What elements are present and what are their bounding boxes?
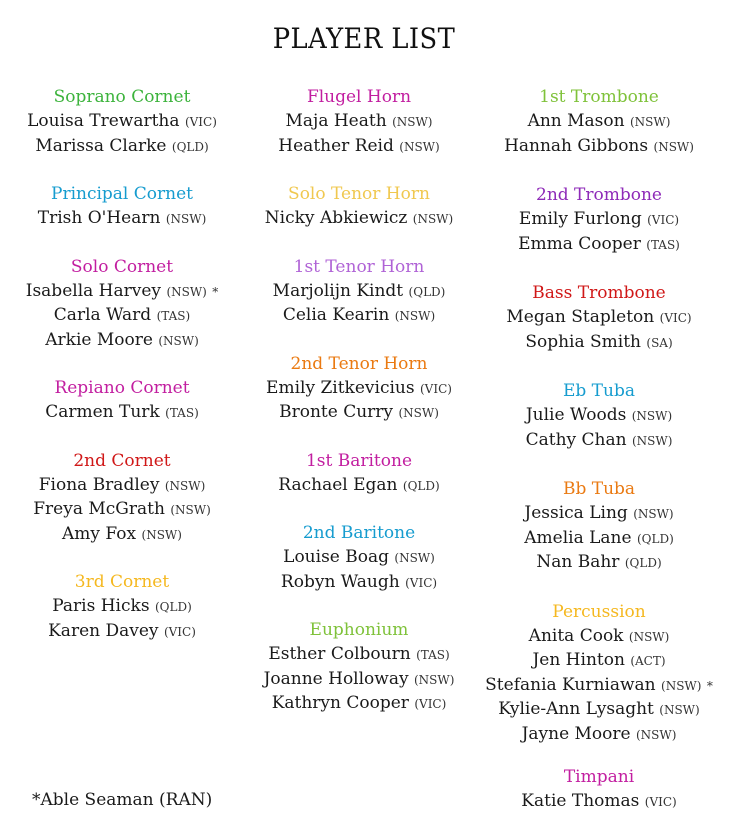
player-name: Carla Ward (53, 305, 152, 325)
section-timpani (474, 765, 724, 814)
player-state: (NSW) (170, 503, 211, 517)
player-row (0, 473, 244, 498)
player-name: Cathy Chan (525, 429, 627, 450)
player-row (474, 305, 724, 330)
player-name: Hannah Gibbons (504, 135, 649, 156)
section-eb-tuba (474, 379, 724, 452)
player-row (244, 109, 474, 134)
player-state: (VIC) (405, 575, 438, 590)
player-row (0, 497, 244, 522)
player-name: Jessica Ling (524, 503, 628, 523)
player-row (474, 697, 724, 722)
player-row (474, 403, 724, 428)
player-name: Paris Hicks (52, 596, 150, 616)
player-row (474, 428, 724, 453)
player-row (0, 303, 244, 328)
player-state: (VIC) (647, 213, 680, 227)
section-2nd-tenor-horn (244, 352, 474, 425)
column-1 (0, 85, 244, 667)
player-state: (VIC) (419, 381, 452, 396)
player-name: Joanne Holloway (263, 668, 409, 689)
player-row (244, 570, 474, 595)
player-state: (NSW) (414, 672, 455, 687)
player-name: Louise Boag (283, 547, 389, 567)
player-name: Jayne Moore (521, 723, 631, 744)
player-state: (VIC) (184, 115, 217, 129)
player-name: Robyn Waugh (280, 571, 400, 592)
player-row (244, 473, 474, 498)
section-heading: Solo Tenor Horn (288, 184, 430, 204)
section-1st-baritone (244, 449, 474, 498)
player-state: (VIC) (659, 311, 692, 325)
player-row (0, 400, 244, 425)
player-state: (NSW) (633, 507, 674, 521)
player-row (244, 303, 474, 328)
player-name: Esther Colbourn (268, 644, 411, 664)
player-row (474, 550, 724, 575)
footnote-marker: * (212, 284, 219, 299)
player-state: (NSW) (661, 678, 702, 693)
player-state: (VIC) (414, 697, 447, 711)
column-3 (474, 85, 724, 771)
section-heading: Principal Cornet (51, 184, 193, 204)
player-state: (NSW) (631, 409, 673, 423)
footnote: *Able Seaman (RAN) (32, 790, 213, 810)
player-state: (SA) (646, 335, 673, 350)
page-title: PLAYER LIST (272, 22, 456, 55)
column-2 (244, 85, 474, 740)
player-state: (TAS) (165, 406, 199, 420)
section-bass-trombone (474, 281, 724, 354)
player-row (0, 206, 244, 231)
player-name: Katie Thomas (521, 791, 640, 811)
footnote-marker: * (706, 678, 713, 693)
player-row (474, 673, 724, 698)
player-name: Fiona Bradley (38, 474, 160, 495)
section-heading: 3rd Cornet (74, 572, 170, 592)
player-state: (VIC) (163, 624, 196, 639)
player-row (474, 722, 724, 747)
section-heading: 1st Trombone (539, 87, 659, 107)
player-state: (NSW) (412, 212, 454, 226)
section-principal-cornet (0, 182, 244, 231)
player-name: Heather Reid (278, 135, 394, 156)
player-row (474, 501, 724, 526)
player-state: (QLD) (171, 139, 209, 154)
player-state: (QLD) (408, 284, 446, 299)
player-row (474, 789, 724, 814)
player-name: Kathryn Cooper (271, 693, 409, 713)
player-state: (NSW) (394, 309, 436, 323)
player-name: Marjolijn Kindt (272, 280, 404, 301)
section-heading: 2nd Trombone (536, 185, 662, 205)
player-state: (NSW) (158, 333, 199, 348)
player-state: (QLD) (636, 531, 674, 546)
section-heading: Eb Tuba (562, 381, 635, 401)
player-name: Nan Bahr (536, 552, 620, 572)
player-row (474, 330, 724, 355)
player-name: Marissa Clarke (35, 135, 167, 156)
player-name: Nicky Abkiewicz (264, 208, 408, 228)
player-row (0, 594, 244, 619)
player-row (0, 619, 244, 644)
player-name: Celia Kearin (282, 305, 390, 325)
player-row (244, 279, 474, 304)
player-name: Bronte Curry (279, 402, 394, 422)
section-heading: 1st Baritone (305, 450, 413, 471)
player-row (244, 206, 474, 231)
player-row (0, 328, 244, 353)
player-row (244, 691, 474, 716)
player-row (0, 279, 244, 304)
player-row (0, 134, 244, 159)
section-2nd-cornet (0, 449, 244, 547)
section-heading: Flugel Horn (306, 87, 412, 107)
section-2nd-baritone (244, 521, 474, 594)
section-soprano-cornet (0, 85, 244, 158)
player-name: Megan Stapleton (506, 307, 655, 327)
player-row (474, 648, 724, 673)
section-bb-tuba (474, 477, 724, 575)
player-row (244, 134, 474, 159)
player-state: (NSW) (659, 703, 700, 717)
player-state: (QLD) (624, 556, 662, 570)
player-state: (NSW) (398, 406, 439, 420)
player-name: Emma Cooper (518, 233, 641, 254)
player-name: Stefania Kurniawan (485, 674, 656, 695)
section-heading: Timpani (563, 767, 635, 787)
player-state: (NSW) (628, 629, 670, 644)
player-state: (NSW) (399, 139, 440, 154)
player-state: (TAS) (156, 309, 191, 323)
player-name: Emily Furlong (518, 209, 642, 229)
section-solo-cornet (0, 255, 244, 353)
player-row (0, 522, 244, 547)
section-heading: Solo Cornet (70, 256, 174, 277)
player-state: (NSW) (166, 284, 207, 299)
player-row (474, 232, 724, 257)
section-heading: Repiano Cornet (54, 378, 190, 398)
player-row (244, 376, 474, 401)
section-heading: Bass Trombone (532, 283, 666, 303)
player-state: (NSW) (164, 478, 206, 493)
player-state: (QLD) (154, 600, 192, 614)
section-heading: 2nd Cornet (73, 450, 171, 471)
player-state: (NSW) (631, 433, 673, 448)
player-name: Sophia Smith (525, 331, 641, 352)
player-row (244, 400, 474, 425)
player-name: Jen Hinton (532, 650, 625, 670)
section-solo-tenor-horn (244, 182, 474, 231)
player-name: Amelia Lane (524, 527, 632, 548)
player-name: Freya McGrath (33, 499, 165, 519)
player-name: Trish O'Hearn (37, 208, 161, 228)
section-percussion (474, 600, 724, 747)
section-repiano-cornet (0, 376, 244, 425)
section-timpani (474, 765, 724, 814)
section-3rd-cornet (0, 570, 244, 643)
section-1st-trombone (474, 85, 724, 158)
section-heading: Euphonium (309, 620, 409, 640)
player-row (474, 207, 724, 232)
player-row (244, 642, 474, 667)
player-row (474, 109, 724, 134)
player-name: Karen Davey (48, 620, 159, 641)
player-name: Arkie Moore (45, 329, 153, 350)
player-row (0, 109, 244, 134)
section-euphonium (244, 618, 474, 716)
player-row (474, 526, 724, 551)
player-name: Emily Zitkevicius (266, 377, 415, 398)
player-name: Louisa Trewartha (27, 111, 180, 131)
section-1st-tenor-horn (244, 255, 474, 328)
player-name: Anita Cook (528, 625, 624, 646)
player-state: (TAS) (646, 237, 680, 252)
player-state: (NSW) (636, 727, 677, 742)
player-name: Julie Woods (525, 405, 627, 425)
player-name: Amy Fox (62, 523, 137, 544)
player-state: (VIC) (644, 795, 677, 809)
player-name: Maja Heath (285, 111, 387, 131)
player-row (244, 545, 474, 570)
player-state: (ACT) (630, 654, 666, 668)
section-heading: Percussion (552, 601, 646, 622)
player-name: Rachael Egan (278, 474, 398, 495)
player-name: Kylie-Ann Lysaght (498, 699, 654, 719)
section-flugel-horn (244, 85, 474, 158)
section-heading: Bb Tuba (562, 479, 636, 499)
player-row (474, 624, 724, 649)
player-state: (QLD) (402, 478, 440, 493)
player-state: (NSW) (392, 115, 433, 129)
section-2nd-trombone (474, 183, 724, 256)
player-state: (NSW) (630, 115, 671, 129)
player-name: Carmen Turk (45, 402, 160, 422)
player-row (244, 667, 474, 692)
player-state: (NSW) (165, 212, 207, 226)
section-heading: Soprano Cornet (53, 87, 191, 107)
player-name: Ann Mason (527, 111, 625, 131)
player-name: Isabella Harvey (25, 280, 162, 301)
player-state: (NSW) (653, 139, 694, 154)
section-heading: 1st Tenor Horn (293, 256, 425, 277)
player-state: (TAS) (416, 648, 450, 662)
player-state: (NSW) (394, 551, 435, 565)
player-state: (NSW) (141, 527, 182, 542)
section-heading: 2nd Tenor Horn (290, 353, 428, 374)
player-row (474, 134, 724, 159)
section-heading: 2nd Baritone (302, 523, 416, 543)
